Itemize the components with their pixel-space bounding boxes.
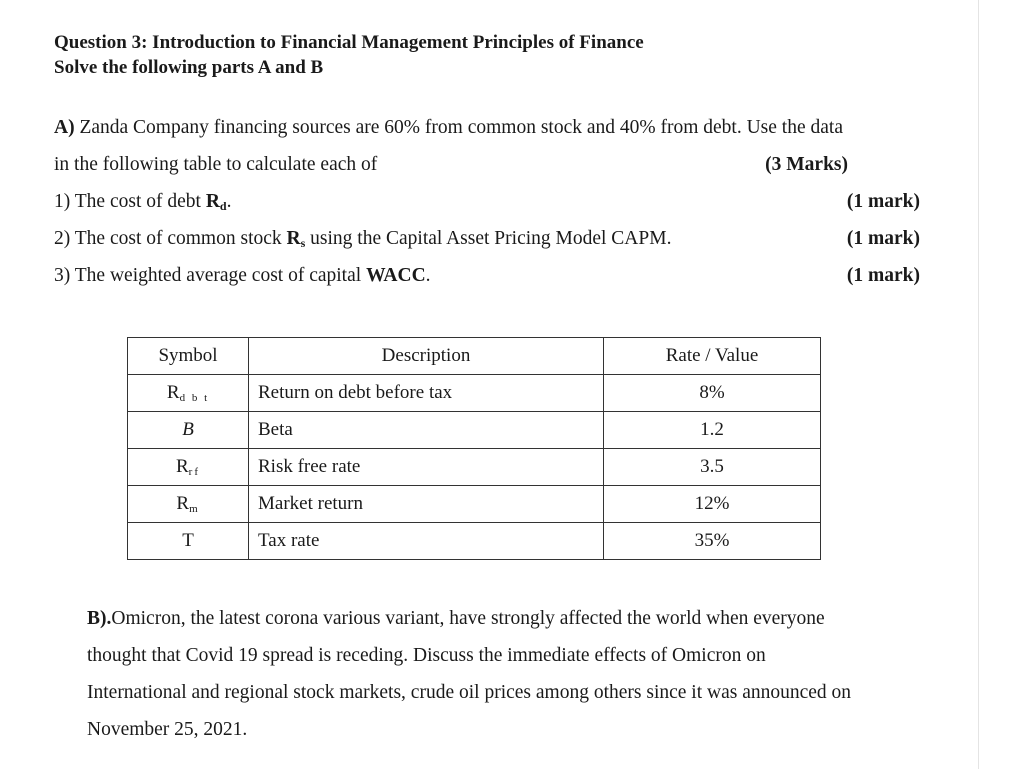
part-b — [87, 600, 947, 748]
description-cell: Return on debt before tax — [249, 375, 604, 412]
symbol-cell — [128, 523, 249, 560]
header-rate-value: Rate / Value — [604, 338, 821, 375]
item-1-marks: (1 mark) — [846, 191, 920, 212]
part-b-line-4: November 25, 2021. — [87, 719, 248, 740]
value-cell: 1.2 — [604, 412, 821, 449]
description-cell: Tax rate — [249, 523, 604, 560]
symbol-main: T — [182, 530, 194, 551]
item-2-text-end: using the Capital Asset Pricing Model CAPM. — [305, 228, 672, 249]
symbol-main: R — [176, 493, 190, 514]
part-b-label: B). — [87, 608, 112, 629]
symbol-cell — [128, 375, 249, 412]
item-3-marks: (1 mark) — [846, 265, 920, 286]
part-a-intro-text-1: Zanda Company financing sources are 60% from common stock and 40% from debt. Use the data — [74, 117, 843, 138]
description-cell: Risk free rate — [249, 449, 604, 486]
item-2-text: 2) The cost of common stock — [54, 228, 287, 249]
symbol-subscript: rf — [188, 466, 200, 478]
description-cell: Market return — [249, 486, 604, 523]
table-row — [128, 412, 821, 449]
item-2-symbol: R — [286, 228, 301, 249]
part-a-item-3 — [54, 262, 934, 299]
item-3-text-end: . — [425, 265, 431, 286]
part-b-text-1: Omicron, the latest corona various variant, have strongly affected the world when everyone — [111, 608, 825, 629]
item-1-text: 1) The cost of debt — [54, 191, 206, 212]
item-1-symbol: R — [205, 191, 220, 212]
item-3-text: 3) The weighted average cost of capital — [54, 265, 367, 286]
description-cell: Beta — [249, 412, 604, 449]
symbol-main: B — [182, 419, 194, 440]
table-row — [128, 523, 821, 560]
part-a — [54, 114, 934, 299]
table-row — [128, 486, 821, 523]
part-a-item-2 — [54, 225, 934, 262]
value-cell: 35% — [604, 523, 821, 560]
header-symbol: Symbol — [128, 338, 249, 375]
part-b-line-2: thought that Covid 19 spread is receding. Discuss the immediate effects of Omicron on — [87, 645, 766, 666]
part-a-intro-line-1 — [54, 114, 934, 151]
part-a-intro-text-2: in the following table to calculate each of — [54, 154, 378, 175]
table-row — [128, 375, 821, 412]
symbol-subscript: d b t — [179, 392, 210, 404]
table-row — [128, 449, 821, 486]
item-1-text-end: . — [226, 191, 232, 212]
symbol-cell — [128, 486, 249, 523]
value-cell: 8% — [604, 375, 821, 412]
item-2-marks: (1 mark) — [846, 228, 920, 249]
part-b-line-3: International and regional stock markets, crude oil prices among others since it was announced on — [87, 682, 852, 703]
part-b-line-1 — [87, 600, 947, 637]
value-cell: 12% — [604, 486, 821, 523]
value-cell: 3.5 — [604, 449, 821, 486]
table-header-row — [128, 338, 821, 375]
symbol-main: R — [175, 456, 189, 477]
item-1-subscript: d — [219, 199, 227, 213]
part-a-intro-line-2 — [54, 151, 934, 188]
symbol-subscript: m — [189, 503, 200, 515]
question-heading — [54, 30, 644, 80]
symbol-cell — [128, 449, 249, 486]
question-subtitle: Solve the following parts A and B — [54, 57, 324, 78]
symbol-cell — [128, 412, 249, 449]
symbol-main: R — [166, 382, 180, 403]
item-2-subscript: s — [300, 236, 306, 250]
part-a-item-1 — [54, 188, 934, 225]
part-a-total-marks: (3 Marks) — [765, 154, 848, 175]
page-edge-divider — [978, 0, 979, 769]
header-description: Description — [249, 338, 604, 375]
question-title: Question 3: Introduction to Financial Management Principles of Finance — [54, 32, 644, 53]
item-3-symbol: WACC — [366, 265, 426, 286]
part-a-label: A) — [54, 117, 75, 138]
rates-table — [127, 337, 821, 560]
